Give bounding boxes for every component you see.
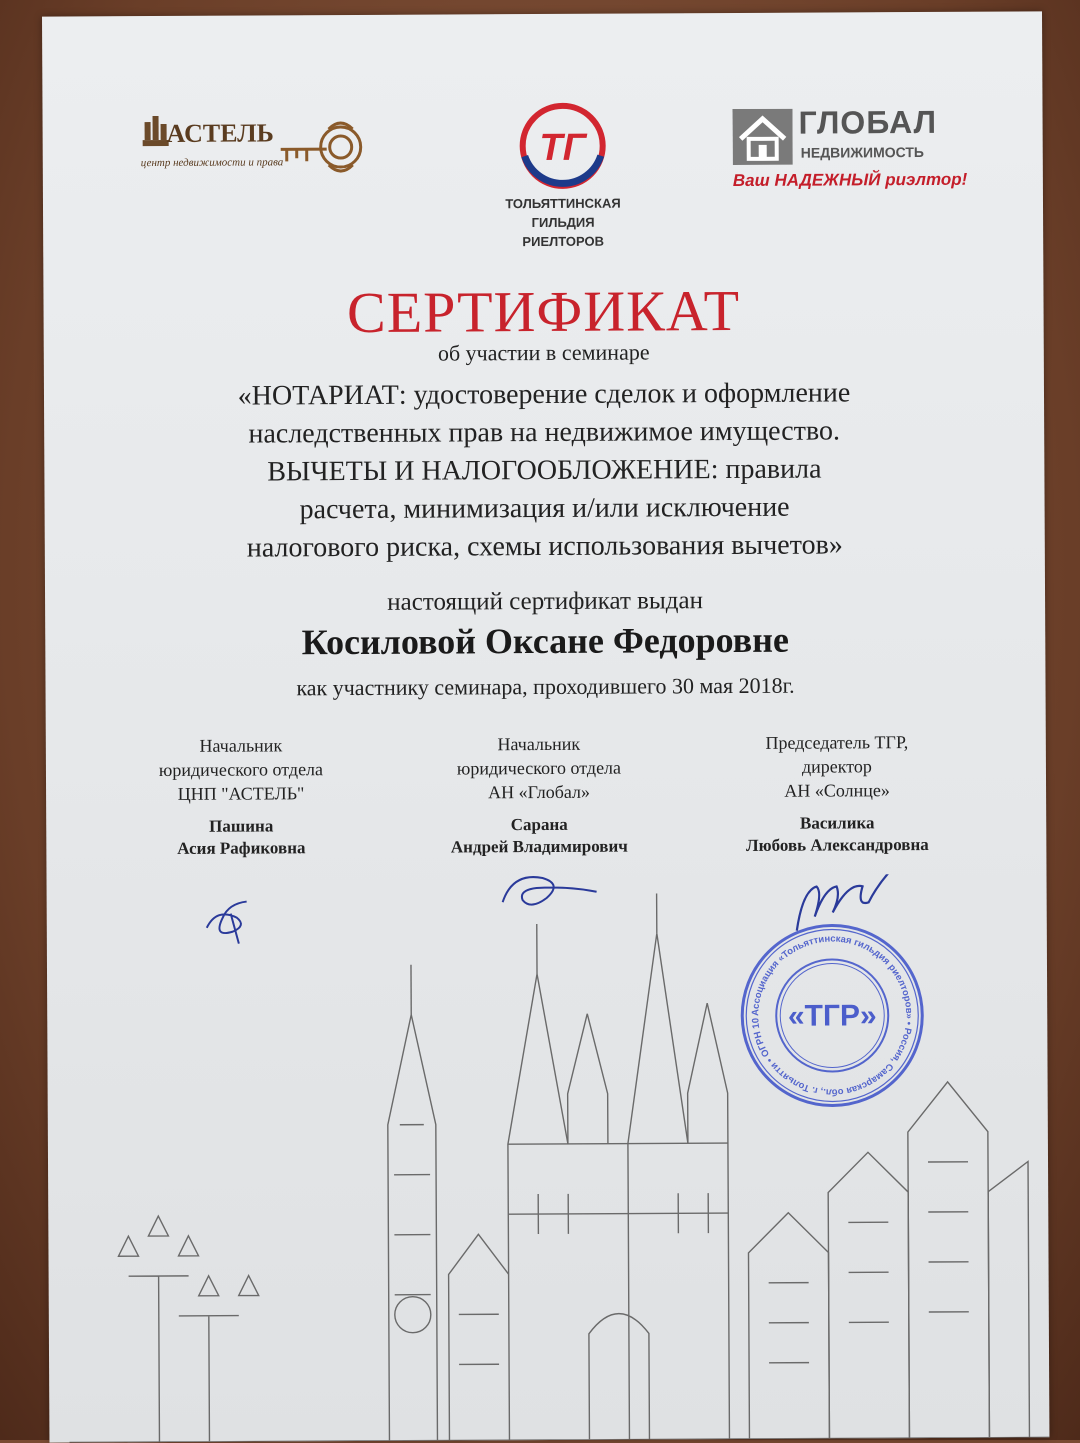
seminar-title — [124, 374, 965, 568]
tgr-logo — [462, 93, 663, 254]
global-slogan: Ваш НАДЕЖНЫЙ риэлтор! — [733, 170, 968, 191]
signer-position: Начальник юридического отдела АН «Глобал» — [404, 731, 674, 804]
tgr-initials: ТГ — [539, 127, 587, 169]
participation-text: как участнику семинара, проходившего 30 мая 2018г. — [45, 671, 1045, 702]
tgr-stamp — [737, 920, 928, 1111]
global-subtitle: НЕДВИЖИМОСТЬ — [801, 144, 924, 161]
issued-text: настоящий сертификат выдан — [45, 585, 1045, 618]
signer-name: Василика Любовь Александровна — [702, 812, 972, 857]
seminar-line: расчета, минимизация и/или исключение — [124, 488, 964, 530]
astel-logo — [130, 99, 371, 210]
signer-astel — [106, 733, 377, 860]
signer-name: Сарана Андрей Владимирович — [404, 813, 674, 858]
certificate-subtitle: об участии в семинаре — [44, 337, 1044, 368]
seminar-line: наследственных прав на недвижимое имущество. — [124, 412, 964, 454]
stamp-center-text: «ТГР» — [788, 999, 877, 1032]
tgr-caption: ТОЛЬЯТТИНСКАЯ ГИЛЬДИЯ РИЕЛТОРОВ — [463, 193, 663, 251]
certificate-title: СЕРТИФИКАТ — [43, 277, 1043, 346]
certificate-sheet — [42, 11, 1049, 1442]
signer-tgr — [702, 730, 973, 857]
global-title: ГЛОБАЛ — [798, 104, 937, 142]
signer-name: Пашина Асия Рафиковна — [106, 815, 376, 860]
house-icon — [733, 109, 793, 165]
seminar-line: налогового риска, схемы использования вычетов» — [125, 526, 965, 568]
global-logo — [732, 104, 963, 215]
astel-logo-text: АСТЕЛЬ — [167, 118, 274, 148]
signer-position: Председатель ТГР, директор АН «Солнце» — [702, 730, 972, 803]
astel-tagline: центр недвижимости и права — [141, 156, 284, 169]
recipient-name: Косиловой Оксане Федоровне — [45, 617, 1045, 664]
signer-global — [404, 731, 675, 858]
seminar-line: «НОТАРИАТ: удостоверение сделок и оформление — [124, 374, 964, 416]
seminar-line: ВЫЧЕТЫ И НАЛОГООБЛОЖЕНИЕ: правила — [124, 450, 964, 492]
signer-position: Начальник юридического отдела ЦНП "АСТЕЛЬ" — [106, 733, 376, 806]
stamp-ring-text: Ассоциация «Тольяттинская гильдия риелторов» • Россия, Самарская обл., г. Тольятти • ОГРН 1076300005692 — [737, 920, 915, 1098]
